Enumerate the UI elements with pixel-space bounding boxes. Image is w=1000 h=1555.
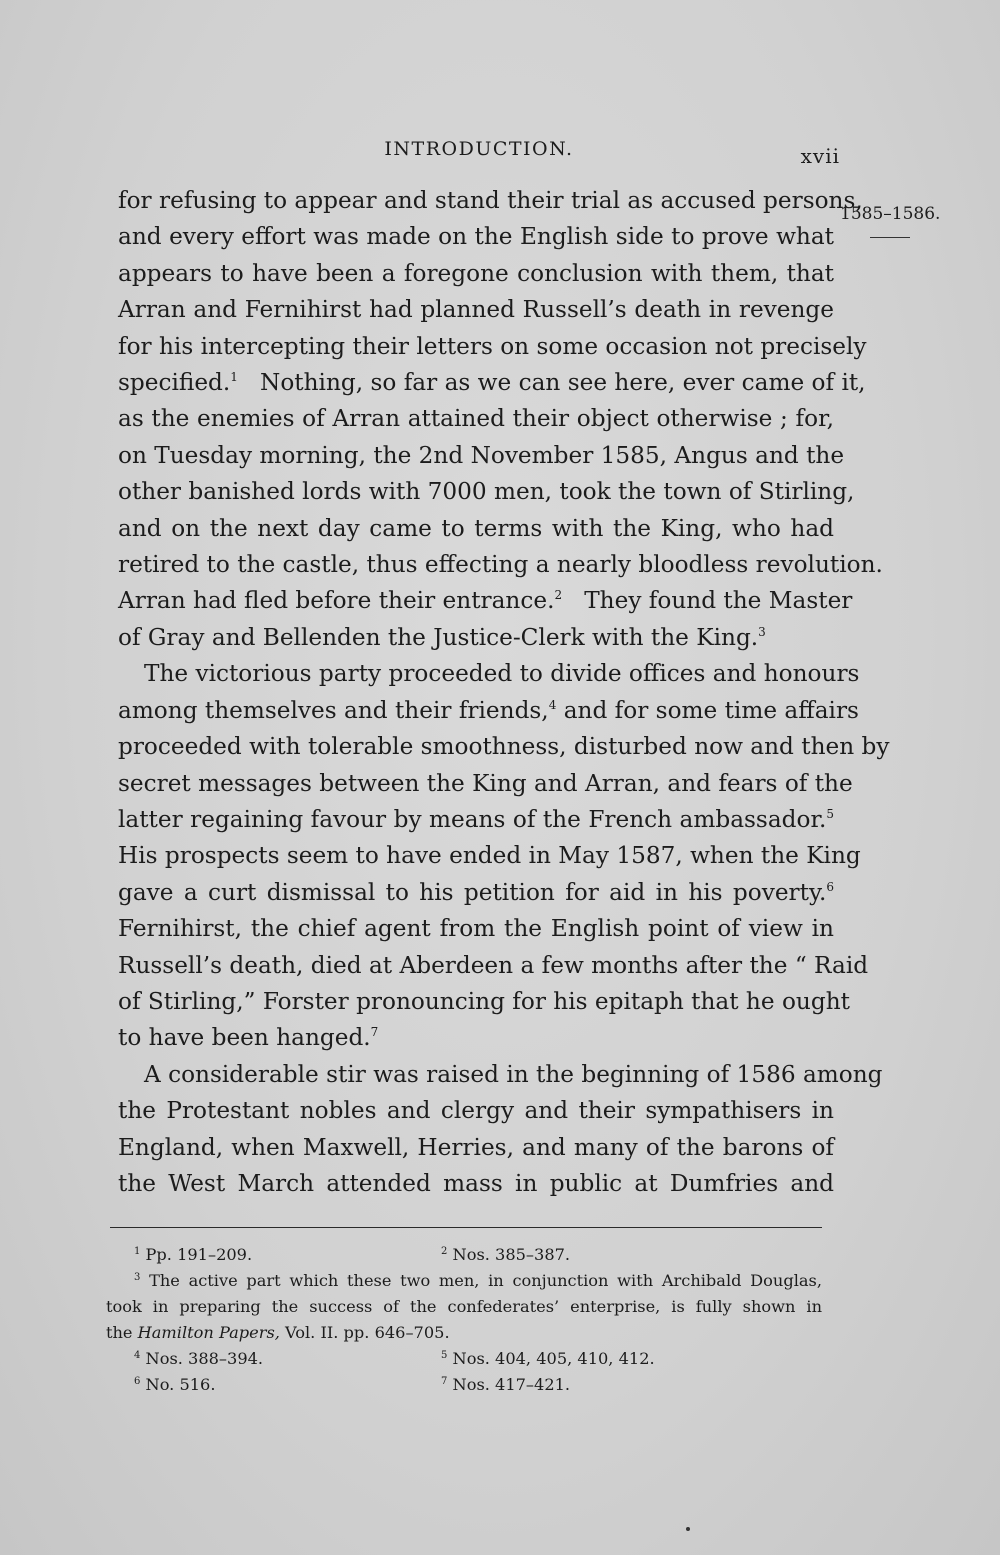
- footnote-text: The active part which these two men, in conjunction with Archibald Douglas,: [149, 1271, 822, 1290]
- text-line: of Stirling,” Forster pronouncing for his epitaph that he ought: [118, 987, 850, 1015]
- footnote-ref: 2: [554, 588, 563, 603]
- page-number: xvii: [800, 144, 840, 168]
- text-segment: Nothing, so far as we can see here, ever came of it,: [260, 369, 866, 397]
- text-line: on Tuesday morning, the 2nd November 1585, Angus and the: [118, 441, 845, 469]
- text-segment: and for some time affairs: [563, 696, 859, 724]
- text-segment: of Gray and Bellenden the Justice-Clerk with the King.: [118, 623, 759, 651]
- footnote-text: Nos. 417–421.: [452, 1375, 571, 1394]
- running-head: [118, 138, 840, 168]
- footnote-ref: 4: [548, 697, 557, 712]
- body-text: [118, 183, 890, 1202]
- footnote-row: [106, 1346, 822, 1372]
- text-line: secret messages between the King and Arran, and fears of the: [118, 769, 853, 797]
- footnote-row: [106, 1242, 822, 1268]
- footnote-mark: 3: [134, 1272, 141, 1283]
- text-segment: They found the Master: [584, 587, 853, 615]
- text-line: [118, 365, 866, 401]
- text-segment: Arran had fled before their entrance.: [118, 587, 555, 615]
- text-line: and on the next day came to terms with the King, who had: [118, 514, 834, 542]
- footnote-mark: 7: [441, 1376, 448, 1387]
- footnote-text: Nos. 385–387.: [452, 1245, 571, 1264]
- paragraph-3: [118, 1057, 883, 1203]
- text-line: the Protestant nobles and clergy and their sympathisers in: [118, 1097, 834, 1125]
- marginal-rule: [870, 237, 910, 238]
- footnote-text: Nos. 388–394.: [145, 1349, 264, 1368]
- footnote-row: [106, 1372, 822, 1398]
- text-line: the West March attended mass in public at Dumfries and: [118, 1169, 834, 1197]
- footnote-3: [106, 1268, 822, 1346]
- running-title: INTRODUCTION.: [384, 138, 574, 160]
- text-line: A considerable stir was raised in the beginning of 1586 among: [144, 1060, 883, 1088]
- text-segment: gave a curt dismissal to his petition for aid in his poverty.: [118, 878, 827, 906]
- paper-speck: [686, 1527, 690, 1531]
- footnote-mark: 2: [441, 1246, 448, 1257]
- text-line: [118, 1020, 834, 1056]
- footnote-italic-title: Hamilton Papers,: [137, 1323, 280, 1342]
- text-line: His prospects seem to have ended in May 1587, when the King: [118, 842, 861, 870]
- text-line: appears to have been a foregone conclusion with them, that: [118, 259, 834, 287]
- footnote-line: [106, 1268, 822, 1294]
- text-line: and every effort was made on the English side to prove what: [118, 223, 834, 251]
- text-line: retired to the castle, thus effecting a nearly bloodless revolution.: [118, 551, 883, 579]
- footnote-text: No. 516.: [145, 1375, 216, 1394]
- footnote-6: [134, 1372, 216, 1398]
- footnote-ref: 3: [758, 624, 766, 639]
- text-segment: to have been hanged.: [118, 1024, 371, 1052]
- text-line: [118, 693, 859, 729]
- footnote-line: [106, 1320, 822, 1346]
- footnote-mark: 1: [134, 1246, 141, 1257]
- footnote-rule: [110, 1227, 822, 1228]
- footnote-ref: 7: [370, 1025, 379, 1040]
- text-line: for his intercepting their letters on some occasion not precisely: [118, 332, 867, 360]
- text-segment: latter regaining favour by means of the French ambassador.: [118, 805, 827, 833]
- footnote-text: Pp. 191–209.: [145, 1245, 253, 1264]
- text-line: Fernihirst, the chief agent from the English point of view in: [118, 915, 834, 943]
- footnote-1: [134, 1242, 252, 1268]
- footnote-5: [441, 1346, 655, 1372]
- footnote-text: Nos. 404, 405, 410, 412.: [452, 1349, 655, 1368]
- paragraph-1: [118, 183, 883, 656]
- text-segment: among themselves and their friends,: [118, 696, 549, 724]
- text-line: as the enemies of Arran attained their object otherwise ; for,: [118, 405, 834, 433]
- text-line: for refusing to appear and stand their trial as accused persons,: [118, 187, 863, 214]
- footnote-mark: 5: [441, 1350, 448, 1361]
- marginal-date: 1585–1586.: [840, 204, 941, 224]
- footnote-ref: 1: [230, 370, 238, 385]
- text-line: Arran and Fernihirst had planned Russell’s death in revenge: [118, 296, 834, 324]
- footnote-mark: 4: [134, 1350, 141, 1361]
- footnote-line: took in preparing the success of the confederates’ enterprise, is fully shown in: [106, 1297, 822, 1316]
- footnote-7: [441, 1372, 570, 1398]
- footnote-ref: 6: [826, 879, 834, 894]
- text-line: [118, 875, 834, 911]
- text-line: proceeded with tolerable smoothness, disturbed now and then by: [118, 733, 890, 761]
- footnote-mark: 6: [134, 1376, 141, 1387]
- footnotes: [106, 1242, 822, 1398]
- text-line: The victorious party proceeded to divide offices and honours: [144, 660, 860, 688]
- text-line: [118, 802, 834, 838]
- text-line: Russell’s death, died at Aberdeen a few months after the “ Raid: [118, 951, 869, 979]
- footnote-2: [441, 1242, 570, 1268]
- text-line: other banished lords with 7000 men, took the town of Stirling,: [118, 478, 855, 506]
- footnote-ref: 5: [826, 806, 834, 821]
- text-line: [118, 620, 834, 656]
- footnote-4: [134, 1346, 263, 1372]
- text-segment: specified.: [118, 369, 231, 397]
- footnote-text: the: [106, 1323, 138, 1342]
- footnote-text: Vol. II. pp. 646–705.: [279, 1323, 450, 1342]
- text-line: England, when Maxwell, Herries, and many of the barons of: [118, 1133, 834, 1161]
- paragraph-2: [118, 656, 890, 1056]
- text-line: [118, 583, 853, 619]
